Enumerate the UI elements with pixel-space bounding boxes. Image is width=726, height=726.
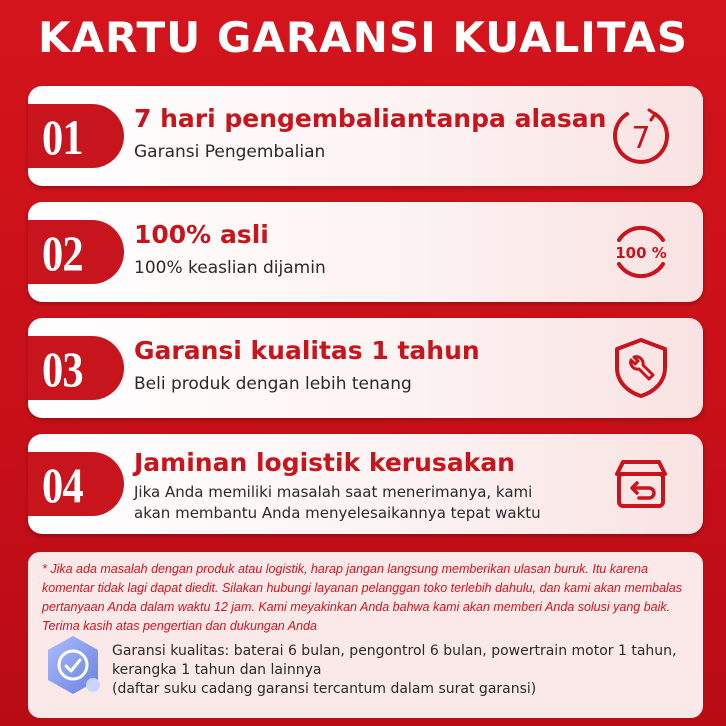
hundred-percent-icon	[609, 220, 673, 284]
card-title: Garansi kualitas 1 tahun	[134, 336, 480, 365]
shield-wrench-icon	[609, 336, 673, 400]
notice-footer-line: kerangka 1 tahun dan lainnya	[112, 662, 322, 678]
icon-label: 7	[631, 121, 651, 156]
card-number: 04	[42, 457, 83, 513]
number-badge	[28, 104, 124, 168]
card-number: 03	[42, 341, 83, 397]
guarantee-card-2	[28, 202, 703, 302]
seven-day-return-icon	[609, 104, 673, 168]
number-badge	[28, 336, 124, 400]
guarantee-card-4	[28, 434, 703, 534]
card-title: Jaminan logistik kerusakan	[134, 448, 515, 477]
warranty-badge-icon	[38, 630, 108, 700]
card-subtitle: Beli produk dengan lebih tenang	[134, 374, 412, 394]
notice-footer-line: (daftar suku cadang garansi tercantum dalam surat garansi)	[112, 681, 537, 697]
number-badge	[28, 220, 124, 284]
card-title: 7 hari pengembaliantanpa alasan	[134, 104, 607, 133]
card-subtitle	[134, 482, 594, 524]
notice-footer-line: Garansi kualitas: baterai 6 bulan, pengontrol 6 bulan, powertrain motor 1 tahun,	[112, 643, 677, 659]
box-return-icon	[609, 452, 673, 516]
guarantee-card-1	[28, 86, 703, 186]
card-title: 100% asli	[134, 220, 269, 249]
notice-footer	[112, 642, 692, 699]
card-subtitle-line: akan membantu Anda menyelesaikannya tepat waktu	[134, 504, 541, 522]
guarantee-card-3	[28, 318, 703, 418]
card-subtitle-line: Jika Anda memiliki masalah saat menerimanya, kami	[134, 483, 533, 501]
card-subtitle: 100% keaslian dijamin	[134, 258, 326, 278]
notice-text: * Jika ada masalah dengan produk atau logistik, harap jangan langsung memberikan ulasan buruk. Itu karena komentar tidak lagi dapat diedit. Silakan hubungi layanan pelanggan toko terlebih dahulu, dan kami akan membalas pertanyaan Anda dalam waktu 12 jam. Kami meyakinkan Anda bahwa kami akan memberi Anda solusi yang baik. Terima kasih atas pengertian dan dukungan Anda	[42, 562, 683, 633]
card-number: 02	[42, 225, 83, 281]
card-number: 01	[42, 109, 83, 165]
page-title: KARTU GARANSI KUALITAS	[37, 13, 688, 62]
card-subtitle: Garansi Pengembalian	[134, 142, 326, 162]
number-badge	[28, 452, 124, 516]
notice-box	[28, 552, 703, 718]
icon-label: 100 %	[615, 244, 667, 262]
